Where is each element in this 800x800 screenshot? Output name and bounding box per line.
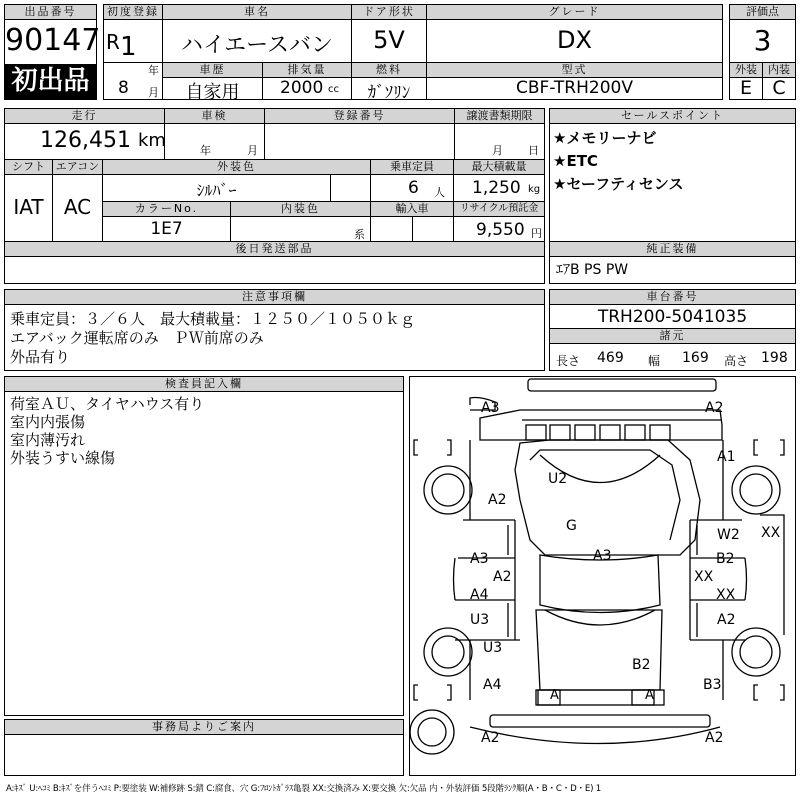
model-label: 型式	[427, 63, 722, 78]
length: 469	[597, 350, 624, 366]
displacement-unit: cc	[328, 84, 339, 95]
registration-year: 1	[120, 32, 137, 62]
mark-roof: A3	[593, 548, 612, 564]
displacement: 2000	[280, 78, 324, 98]
mark-top-left: A3	[481, 400, 500, 416]
sales-point-1: ★メモリーナビ	[553, 129, 657, 147]
shift: IAT	[13, 195, 44, 219]
mark-rear-left: A4	[483, 677, 502, 693]
mark-front-right: A1	[717, 449, 736, 465]
inspection-month-unit: 月	[247, 144, 258, 157]
chassis-label: 車台番号	[550, 290, 795, 305]
car-name-label: 車名	[163, 5, 351, 20]
mark-right-front-door-top: W2	[717, 527, 740, 543]
mark-bottom-right: A2	[705, 730, 724, 746]
displacement-label: 排気量	[263, 63, 351, 78]
interior-grade-label: 内装	[763, 63, 795, 78]
listing-number-label: 出品番号	[5, 5, 96, 20]
era: R	[106, 30, 120, 54]
inspection-label: 車検	[165, 109, 264, 124]
mark-left-rear: U3	[483, 640, 503, 656]
inspection-year-unit: 年	[200, 144, 211, 157]
vehicle-history: 自家用	[185, 82, 240, 103]
interior-grade: C	[772, 77, 786, 99]
grade: DX	[557, 26, 592, 54]
grade-label: グレード	[427, 5, 722, 20]
transfer-day-unit: 日	[528, 144, 539, 157]
dimensions-label: 諸元	[550, 329, 795, 344]
capacity-label: 乗車定員	[371, 160, 453, 175]
height: 198	[761, 350, 788, 366]
fuel-label: 燃料	[352, 63, 426, 78]
exterior-grade: E	[739, 77, 752, 99]
interior-color-suffix: 系	[354, 228, 365, 241]
capacity-unit: 人	[434, 186, 445, 199]
sales-point-2: ★ETC	[553, 152, 598, 170]
mark-bumper-left: A	[550, 688, 559, 703]
mark-rear-center: B2	[632, 657, 651, 673]
air-conditioner: AC	[63, 195, 92, 219]
mark-left-rear-door: A4	[470, 587, 489, 603]
mark-left-side: A2	[493, 569, 512, 585]
mileage-unit: km	[138, 130, 166, 151]
inspector-line-3: 室内薄汚れ	[10, 431, 86, 449]
interior-color-label: 内装色	[231, 202, 370, 217]
recycle-deposit: 9,550	[476, 220, 525, 240]
listing-number: 90147	[5, 23, 101, 58]
exterior-grade-label: 外装	[730, 63, 762, 78]
later-parts-label: 後日発送部品	[5, 242, 544, 257]
exterior-color-label: 外装色	[103, 160, 370, 175]
month-unit: 月	[148, 86, 159, 99]
mileage: 126,451	[40, 128, 131, 153]
color-number-label: カラーNo.	[103, 202, 230, 217]
height-label: 高さ	[724, 354, 749, 368]
notes-line-3: 外品有り	[10, 348, 71, 366]
mark-bumper-right: A	[645, 688, 654, 703]
fuel-type: ｶﾞｿﾘﾝ	[367, 83, 411, 103]
shift-label: シフト	[5, 160, 52, 175]
model-code: CBF-TRH200V	[516, 78, 633, 98]
notes-line-1: 乗車定員：３／６人 最大積載量：１２５０／１０５０ｋｇ	[10, 310, 416, 328]
length-label: 長さ	[556, 354, 581, 368]
mark-left-rear-door-2: U3	[470, 612, 490, 628]
exterior-color: ｼﾙﾊﾞｰ	[196, 181, 237, 200]
door-label: ドア形状	[352, 5, 426, 20]
car-name: ハイエースバン	[180, 33, 334, 58]
mark-right-side-3: XX	[716, 587, 736, 603]
mark-right-front-door: B2	[716, 551, 735, 567]
office-label: 事務局よりご案内	[5, 720, 403, 735]
mark-right-side-2: XX	[694, 569, 714, 585]
chassis-number: TRH200-5041035	[597, 307, 748, 327]
first-registration-label: 初度登録	[104, 5, 162, 20]
damage-code-legend: A:ｷｽﾞ U:ﾍｺﾐ B:ｷｽﾞを伴うﾍｺﾐ P:要塗装 W:補修跡 S:錆 C:腐食、穴 G:ﾌﾛﾝﾄｶﾞﾗｽ亀裂 XX:交換済み X:要交換 欠:欠品 内・外装評価 5段階ﾗﾝｸ順(A・B・C・D・E) 1	[6, 784, 602, 794]
width: 169	[682, 350, 709, 366]
score: 3	[753, 24, 772, 57]
notes-label: 注意事項欄	[5, 290, 544, 305]
max-load: 1,250	[472, 178, 521, 198]
history-label: 車歴	[163, 63, 262, 78]
capacity: 6	[408, 178, 419, 198]
mileage-label: 走行	[5, 109, 164, 124]
equipment: ｴｱB PS PW	[556, 262, 629, 278]
mark-windshield: G	[566, 518, 577, 534]
inspector-line-2: 室内内張傷	[10, 413, 86, 431]
mark-hood: U2	[548, 471, 568, 487]
color-number: 1E7	[150, 219, 183, 239]
mark-right-rear-door: A2	[717, 612, 736, 628]
first-listing-badge: 初出品	[5, 64, 96, 99]
inspector-line-4: 外装うすい線傷	[10, 449, 116, 467]
registration-month: 8	[118, 78, 129, 98]
notes-line-2: エアバック運転席のみ ＰＷ前席のみ	[10, 329, 264, 347]
transfer-month-unit: 月	[492, 144, 503, 157]
import-label: 輸入車	[371, 202, 453, 217]
width-label: 幅	[648, 354, 661, 368]
plate-label: 登録番号	[265, 109, 454, 124]
score-label: 評価点	[730, 5, 795, 20]
recycle-unit: 円	[531, 227, 542, 240]
mark-top-right: A2	[705, 400, 724, 416]
year-unit: 年	[148, 64, 159, 77]
mark-rear-right: B3	[703, 677, 722, 693]
recycle-label: リサイクル預託金	[454, 202, 544, 217]
mark-front-left: A2	[488, 492, 507, 508]
transfer-deadline-label: 譲渡書類期限	[455, 109, 544, 124]
inspector-label: 検査員記入欄	[5, 377, 403, 392]
sales-points-label: セールスポイント	[550, 109, 795, 124]
ac-label: エアコン	[53, 160, 102, 175]
sales-point-3: ★セーフティセンス	[553, 175, 684, 193]
door-type: 5V	[373, 26, 405, 54]
inspector-line-1: 荷室ＡＵ、タイヤハウス有り	[10, 395, 205, 413]
mark-right-side-1: XX	[761, 525, 781, 541]
mark-bottom-left: A2	[481, 730, 500, 746]
max-load-unit: kg	[528, 184, 541, 195]
equipment-label: 純正装備	[550, 242, 795, 257]
mark-left-front-door: A3	[470, 551, 489, 567]
max-load-label: 最大積載量	[454, 160, 544, 175]
